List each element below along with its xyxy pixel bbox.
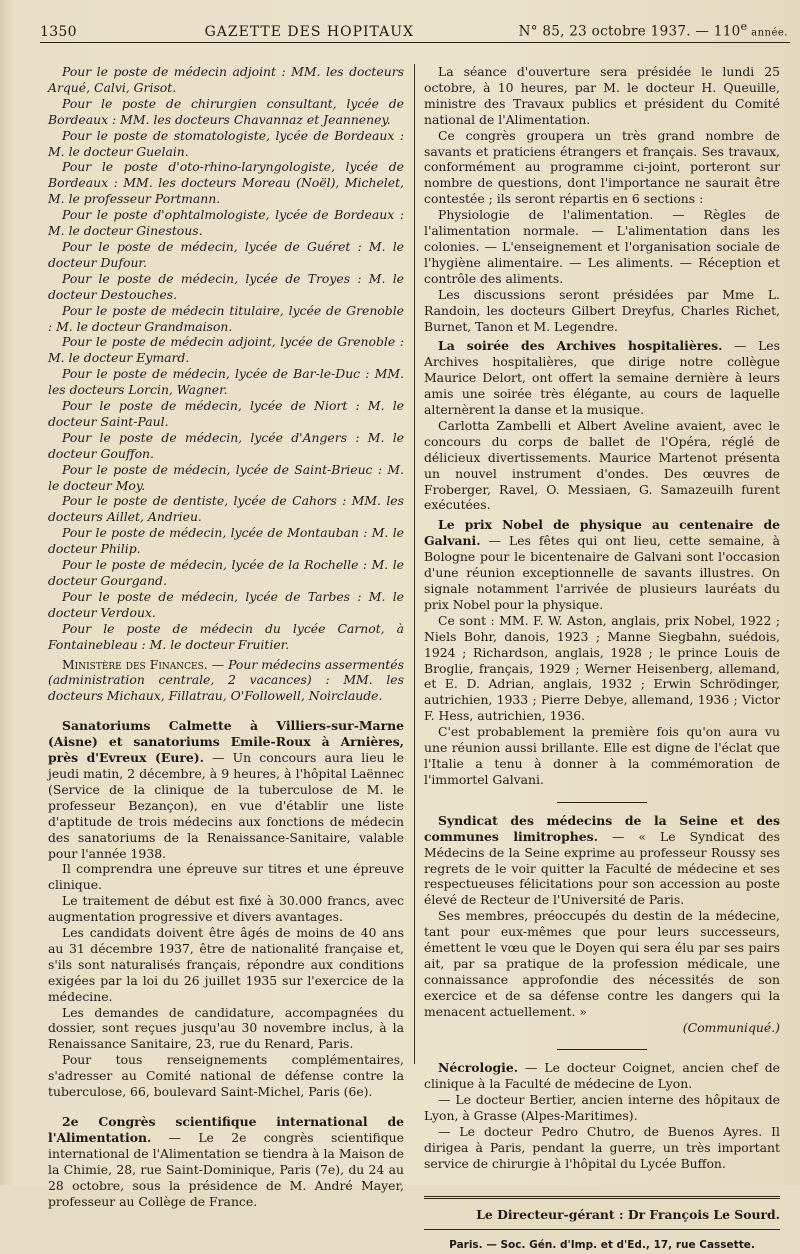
left-column [48, 64, 404, 1209]
paragraph: Pour le poste de médecin adjoint : MM. les docteurs Arqué, Calvi, Grisot. [48, 64, 404, 95]
imprint-line: Paris. — Soc. Gén. d'Imp. et d'Ed., 17, rue Cassette. [449, 1238, 755, 1251]
congres-paragraph [48, 1114, 404, 1209]
paragraph: La séance d'ouverture sera présidée le lundi 25 octobre, à 10 heures, par M. le docteur H. Queuille, ministre des Travaux publics et président du Comité national de l'Alimentation. [424, 64, 780, 127]
paragraph: C'est probablement la première fois qu'on aura vu une réunion aussi brillante. Elle est digne de l'éclat que l'Italie a tenu à donner à la commémoration de l'immortel Galvani. [424, 724, 780, 787]
section-body: — Un concours aura lieu le jeudi matin, 2 décembre, à 9 heures, à l'hôpital Laënnec (Service de la clinique de la tuberculose de M. le professeur Bezançon), en vue d'établir une liste d'aptitude de trois médecins aux fonctions de médecin des sanatoriums de la Renaissance-Sanitaire, valable pour l'année 1938. [48, 750, 404, 861]
paragraph: Pour le poste de médecin, lycée de Saint-Brieuc : M. le docteur Moy. [48, 461, 404, 493]
nobel-paragraph [424, 517, 780, 612]
footer-rule [424, 1229, 780, 1230]
section-heading: La soirée des Archives hospitalières. [438, 338, 723, 354]
paragraph: Pour le poste de médecin adjoint, lycée de Grenoble : M. le docteur Eymard. [48, 334, 404, 366]
paragraph: Pour le poste de médecin, lycée d'Angers : M. le docteur Gouffon. [48, 429, 404, 461]
director-line: Le Directeur-gérant : Dr François Le Sourd. [476, 1206, 780, 1222]
paragraph: Pour le poste d'oto-rhino-laryngologiste, lycée de Bordeaux : MM. les docteurs Moreau (Noël), Michelet, M. le professeur Portmann. [48, 159, 404, 207]
section-heading: Sanatoriums Calmette à Villiers-sur-Marne (Aisne) et sanatoriums Emile-Roux à Arnières, près d'Evreux (Eure). [48, 718, 404, 766]
journal-title: GAZETTE DES HOPITAUX [204, 23, 414, 40]
right-column [424, 64, 780, 1254]
ministere-paragraph [48, 657, 404, 705]
paragraph: Carlotta Zambelli et Albert Aveline avaient, avec le concours du corps de ballet de l'Opéra, réglé de délicieux divertissements. Maurice Martenot présenta un nouvel instrument d'ondes. Des œuvres de Froberger, Ravel, O. Messiaen, G. Samazeuilh furent exécutées. [424, 417, 780, 513]
paragraph: Ce sont : MM. F. W. Aston, anglais, prix Nobel, 1922 ; Niels Bohr, danois, 1923 ; Manne Siegbahn, suédois, 1924 ; Richardson, anglais, 1928 ; le prince Louis de Broglie, français, 1929 ; Werner Heisenberg, allemand, et E. D. Adrian, anglais, 1932 ; Erwin Schrödinger, autrichien, 1933 ; Pierre Debye, allemand, 1936 ; Victor F. Hess, autrichien, 1936. [424, 612, 780, 724]
section-body: — Les Archives hospitalières, que dirige notre collègue Maurice Delort, ont offert la semaine dernière à leurs amis une soirée très élégante, au cours de laquelle alternèrent la danse et la musique. [424, 338, 780, 418]
paragraph: Pour le poste de médecin du lycée Carnot, à Fontainebleau : M. le docteur Fruitier. [48, 620, 404, 652]
soiree-paragraph [424, 338, 780, 418]
issue-suffix: année. [747, 27, 788, 39]
paragraph: Les demandes de candidature, accompagnées du dossier, sont reçues jusqu'au 30 novembre inclus, à la Renaissance Sanitaire, 23, rue du Renard, Paris. [48, 1004, 404, 1052]
paragraph: Les candidats doivent être âgés de moins de 40 ans au 31 décembre 1937, être de nationalité française et, s'ils sont naturalisés français, répondre aux conditions exigées par la loi du 26 juillet 1935 sur l'exercice de la médecine. [48, 925, 404, 1004]
signature: (Communiqué.) [682, 1019, 780, 1035]
paragraph: Pour le poste de dentiste, lycée de Cahors : MM. les docteurs Aillet, Andrieu. [48, 493, 404, 525]
paragraph: — Le docteur Bertier, ancien interne des hôpitaux de Lyon, à Grasse (Alpes-Maritimes). [424, 1092, 780, 1124]
paragraph: Pour le poste de stomatologiste, lycée de Bordeaux : M. le docteur Guelain. [48, 127, 404, 159]
header-rule [40, 42, 790, 43]
page-header [40, 20, 788, 40]
section-heading: Syndicat des médecins de la Seine et des communes limitrophes. [424, 812, 780, 844]
issue-text: N° 85, 23 octobre 1937. — 110 [518, 23, 741, 40]
issue-info [519, 20, 788, 40]
section-body: — Le docteur Coignet, ancien chef de clinique à la Faculté de médecine de Lyon. [424, 1060, 780, 1092]
paragraph: Ses membres, préoccupés du destin de la médecine, tant pour eux-mêmes que pour leurs successeurs, émettent le vœu que le Doyen qui sera élu par ses pairs ait, par sa pratique de la profession médicale, une connaissance approfondie des nécessités de son exercice et de sa défense contre les dangers qui la menacent actuellement. » [424, 908, 780, 1019]
syndicat-paragraph [424, 813, 780, 908]
page-number: 1350 [40, 23, 77, 40]
paragraph: Pour le poste de médecin, lycée de Troyes : M. le docteur Destouches. [48, 270, 404, 302]
issue-sup: e [740, 20, 748, 33]
section-heading: 2e Congrès scientifique international de l'Alimentation. [48, 1114, 404, 1145]
paragraph: Physiologie de l'alimentation. — Règles de l'alimentation normale. — L'alimentation dans les colonies. — L'enseignement et l'organisation sociale de l'hygiène alimentaire. — Les aliments. — Réception et contrôle des aliments. [424, 207, 780, 286]
paragraph: Pour le poste de médecin, lycée de Bar-le-Duc : MM. les docteurs Lorcin, Wagner. [48, 366, 404, 398]
column-divider [414, 64, 415, 1064]
paragraph: Pour le poste de médecin, lycée de Montauban : M. le docteur Philip. [48, 525, 404, 557]
paragraph: — Le docteur Pedro Chutro, de Buenos Ayres. Il dirigea à Paris, pendant la guerre, un très important service de chirurgie à l'hôpital du Lycée Buffon. [424, 1124, 780, 1171]
paragraph: Pour le poste de médecin, lycée de Niort : M. le docteur Saint-Paul. [48, 398, 404, 429]
footer-rule [424, 1196, 780, 1199]
paragraph: Le traitement de début est fixé à 30.000 francs, avec augmentation progressive et divers avantages. [48, 893, 404, 925]
paragraph: Pour le poste de médecin, lycée de Tarbes : M. le docteur Verdoux. [48, 588, 404, 620]
paragraph: Ce congrès groupera un très grand nombre de savants et praticiens étrangers et français. Ses travaux, conformément au programme ci-joint, porteront sur nombre de questions, dont l'importance ne saurait être contestée ; ils seront répartis en 6 sections : [424, 127, 780, 207]
section-body: — « Le Syndicat des Médecins de la Seine exprime au professeur Roussy ses regrets de le voir quitter la Faculté de médecine et ses respectueuses félicitations pour son accession au poste élevé de Recteur de l'Université de Paris. [424, 828, 780, 908]
sanatoriums-paragraph [48, 718, 404, 861]
paragraph: Pour le poste de médecin, lycée de Guéret : M. le docteur Dufour. [48, 238, 404, 270]
section-heading: Nécrologie. [438, 1060, 519, 1076]
paragraph: Les discussions seront présidées par Mme L. Randoin, les docteurs Gilbert Dreyfus, Charles Richet, Burnet, Tanon et M. Legendre. [424, 286, 780, 334]
paragraph: Pour le poste de médecin, lycée de la Rochelle : M. le docteur Gourgand. [48, 557, 404, 588]
necrologie-paragraph [424, 1060, 780, 1092]
section-rule [557, 1049, 647, 1050]
section-body: — Pour médecins assermentés (administration centrale, 2 vacances) : MM. les docteurs Michaux, Fillatrau, O'Followell, Noirclaude. [48, 656, 404, 704]
section-body: — Le 2e congrès scientifique international de l'Alimentation se tiendra à la Maison de la Chimie, 28, rue Saint-Dominique, Paris (7e), du 24 au 28 octobre, sous la présidence de M. André Mayer, professeur au Collège de France. [48, 1129, 404, 1209]
section-heading: Le prix Nobel de physique au centenaire de Galvani. [424, 517, 780, 549]
paragraph: Pour tous renseignements complémentaires, s'adresser au Comité national de défense contre la tuberculose, 66, boulevard Saint-Michel, Paris (6e). [48, 1052, 404, 1100]
paragraph: Pour le poste d'ophtalmologiste, lycée de Bordeaux : M. le docteur Ginestous. [48, 207, 404, 239]
paragraph: Il comprendra une épreuve sur titres et une épreuve clinique. [48, 861, 404, 893]
section-body: — Les fêtes qui ont lieu, cette semaine, à Bologne pour le bicentenaire de Galvani sont l'occasion d'une réunion exceptionnelle de savants illustres. On signale notamment l'arrivée de plusieurs lauréats du prix Nobel pour la physique. [424, 533, 780, 612]
section-rule [557, 802, 647, 803]
section-heading: Ministère des Finances. [62, 656, 208, 672]
paragraph: Pour le poste de médecin titulaire, lycée de Grenoble : M. le docteur Grandmaison. [48, 302, 404, 334]
paragraph: Pour le poste de chirurgien consultant, lycée de Bordeaux : MM. les docteurs Chavannaz et Jeanneney. [48, 95, 404, 127]
